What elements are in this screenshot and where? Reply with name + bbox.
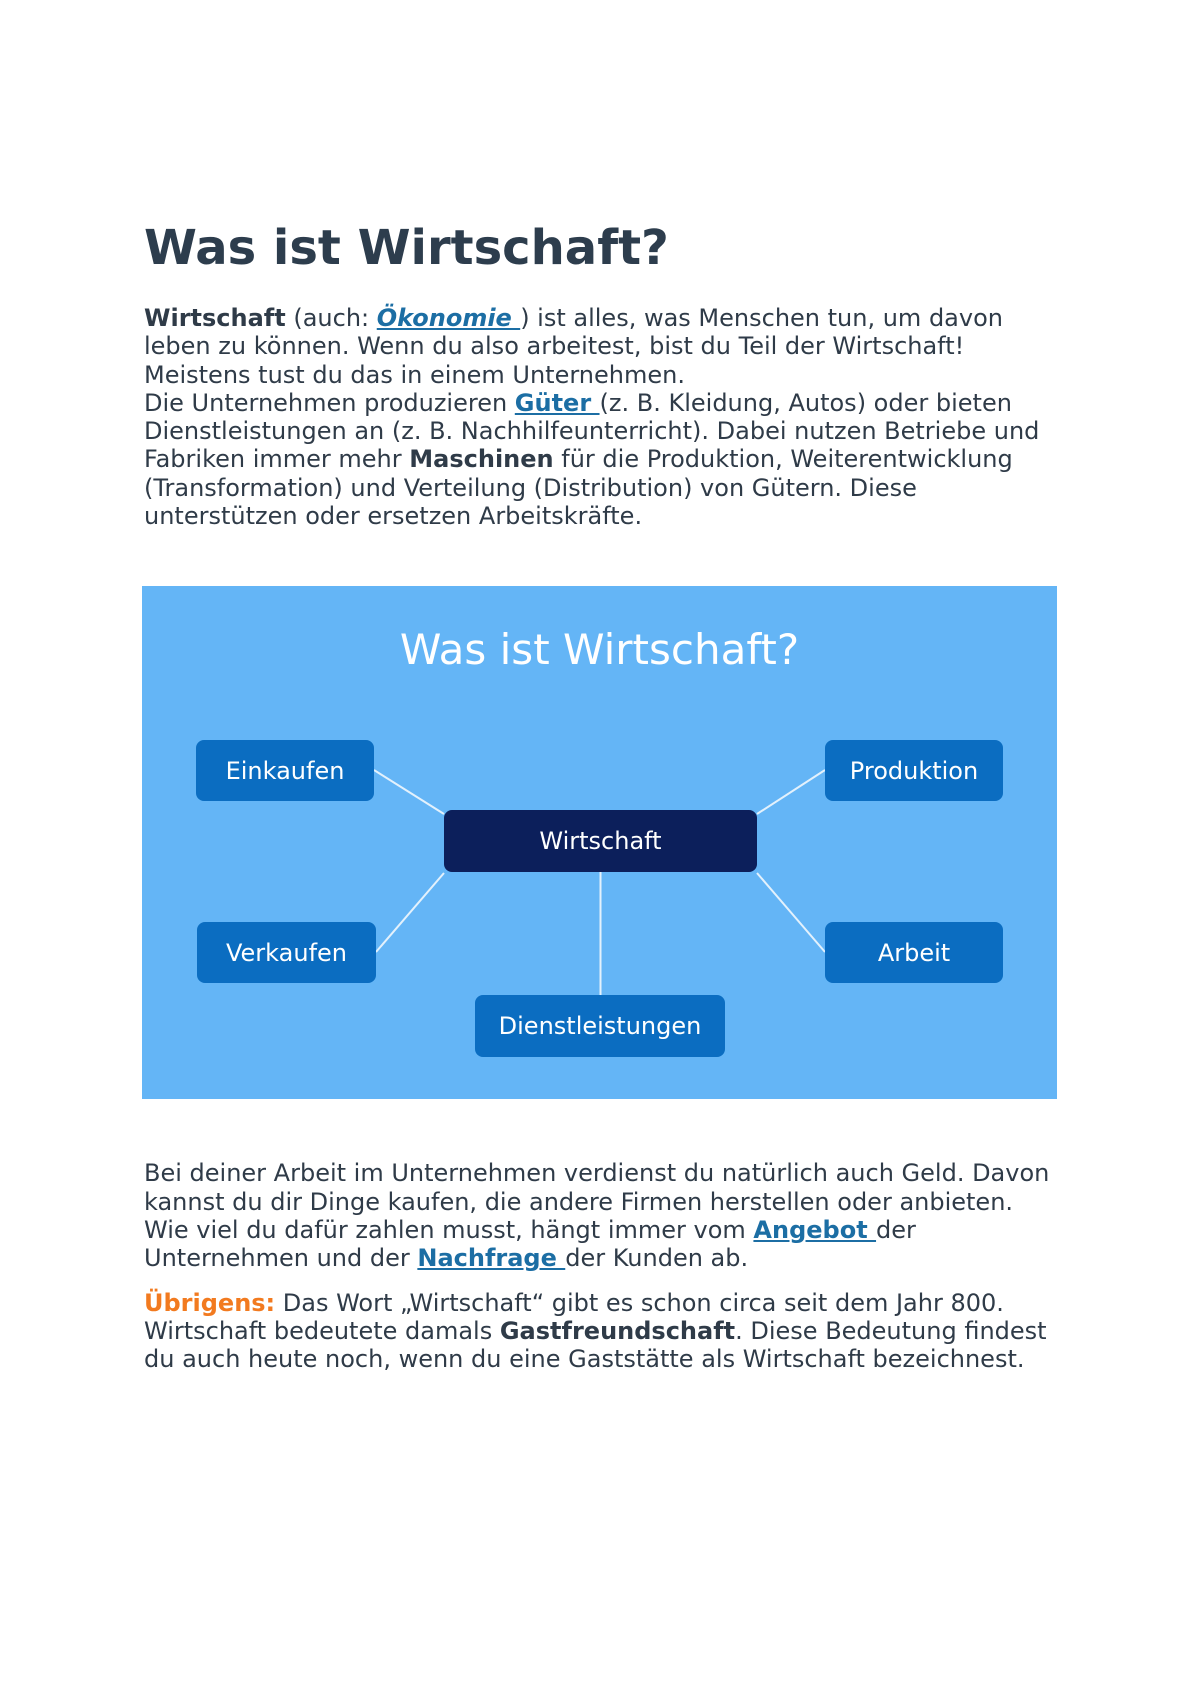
production-paragraph <box>144 389 1060 530</box>
diagram-node-label: Arbeit <box>877 938 951 967</box>
diagram-node-arbeit <box>825 922 1003 983</box>
intro-paragraph <box>144 304 1060 389</box>
link-angebot[interactable]: Angebot <box>753 1215 877 1244</box>
term-maschinen: Maschinen <box>409 445 554 474</box>
production-text: (z. B. Kleidung, Autos) oder bieten Dienstleistungen an (z. B. Nachhilfeunterricht). Dabei nutzen Betriebe und Fabriken immer mehr <box>144 388 1040 474</box>
market-paragraph <box>144 1159 1060 1272</box>
link-gueter[interactable]: Güter <box>514 388 600 417</box>
diagram-node-wirtschaft <box>444 810 757 872</box>
diagram-node-verkaufen <box>197 922 376 983</box>
diagram-node-einkaufen <box>196 740 374 801</box>
term-gastfreundschaft: Gastfreundschaft <box>499 1316 736 1345</box>
diagram-node-label: Wirtschaft <box>539 827 662 856</box>
note-label: Übrigens: <box>144 1288 276 1317</box>
diagram-node-dienstleistungen <box>475 995 725 1057</box>
market-text: Bei deiner Arbeit im Unternehmen verdienst du natürlich auch Geld. Davon kannst du dir Dinge kaufen, die andere Firmen herstellen oder anbieten. Wie viel du dafür zahlen musst, hängt immer vom <box>144 1159 1050 1244</box>
intro-text: (auch: <box>285 304 377 332</box>
diagram-node-label: Dienstleistungen <box>498 1012 702 1041</box>
connector-line <box>374 770 444 814</box>
page-title: Was ist Wirtschaft? <box>144 220 669 276</box>
market-text: der Unternehmen und der <box>144 1215 916 1273</box>
link-nachfrage[interactable]: Nachfrage <box>417 1244 566 1273</box>
diagram-figure <box>142 586 1057 1099</box>
note-paragraph <box>144 1289 1060 1374</box>
diagram-node-produktion <box>825 740 1003 801</box>
connector-line <box>376 873 444 952</box>
diagram-node-label: Produktion <box>849 756 979 785</box>
production-text: Die Unternehmen produzieren <box>144 388 515 417</box>
term-wirtschaft: Wirtschaft <box>144 304 286 332</box>
diagram-node-label: Verkaufen <box>225 938 347 967</box>
diagram-node-label: Einkaufen <box>225 756 345 785</box>
connector-line <box>757 873 825 952</box>
document-body <box>144 0 1060 1373</box>
note-text: Das Wort „Wirtschaft“ gibt es schon circa seit dem Jahr 800. Wirtschaft bedeutete damals <box>144 1288 1004 1345</box>
production-text: für die Produktion, Weiterentwicklung (Transformation) und Verteilung (Distribution) von Gütern. Diese unterstützen oder ersetzen Arbeitskräfte. <box>144 445 1013 531</box>
connector-line <box>757 770 825 814</box>
market-text: der Kunden ab. <box>565 1244 749 1273</box>
diagram-title: Was ist Wirtschaft? <box>399 625 800 675</box>
link-oekonomie[interactable]: Ökonomie <box>376 304 521 332</box>
intro-text: ) ist alles, was Menschen tun, um davon leben zu können. Wenn du also arbeitest, bist du Teil der Wirtschaft! Meistens tust du das in einem Unternehmen. <box>144 304 1003 389</box>
note-text: . Diese Bedeutung findest du auch heute noch, wenn du eine Gaststätte als Wirtschaft bezeichnest. <box>144 1316 1047 1374</box>
